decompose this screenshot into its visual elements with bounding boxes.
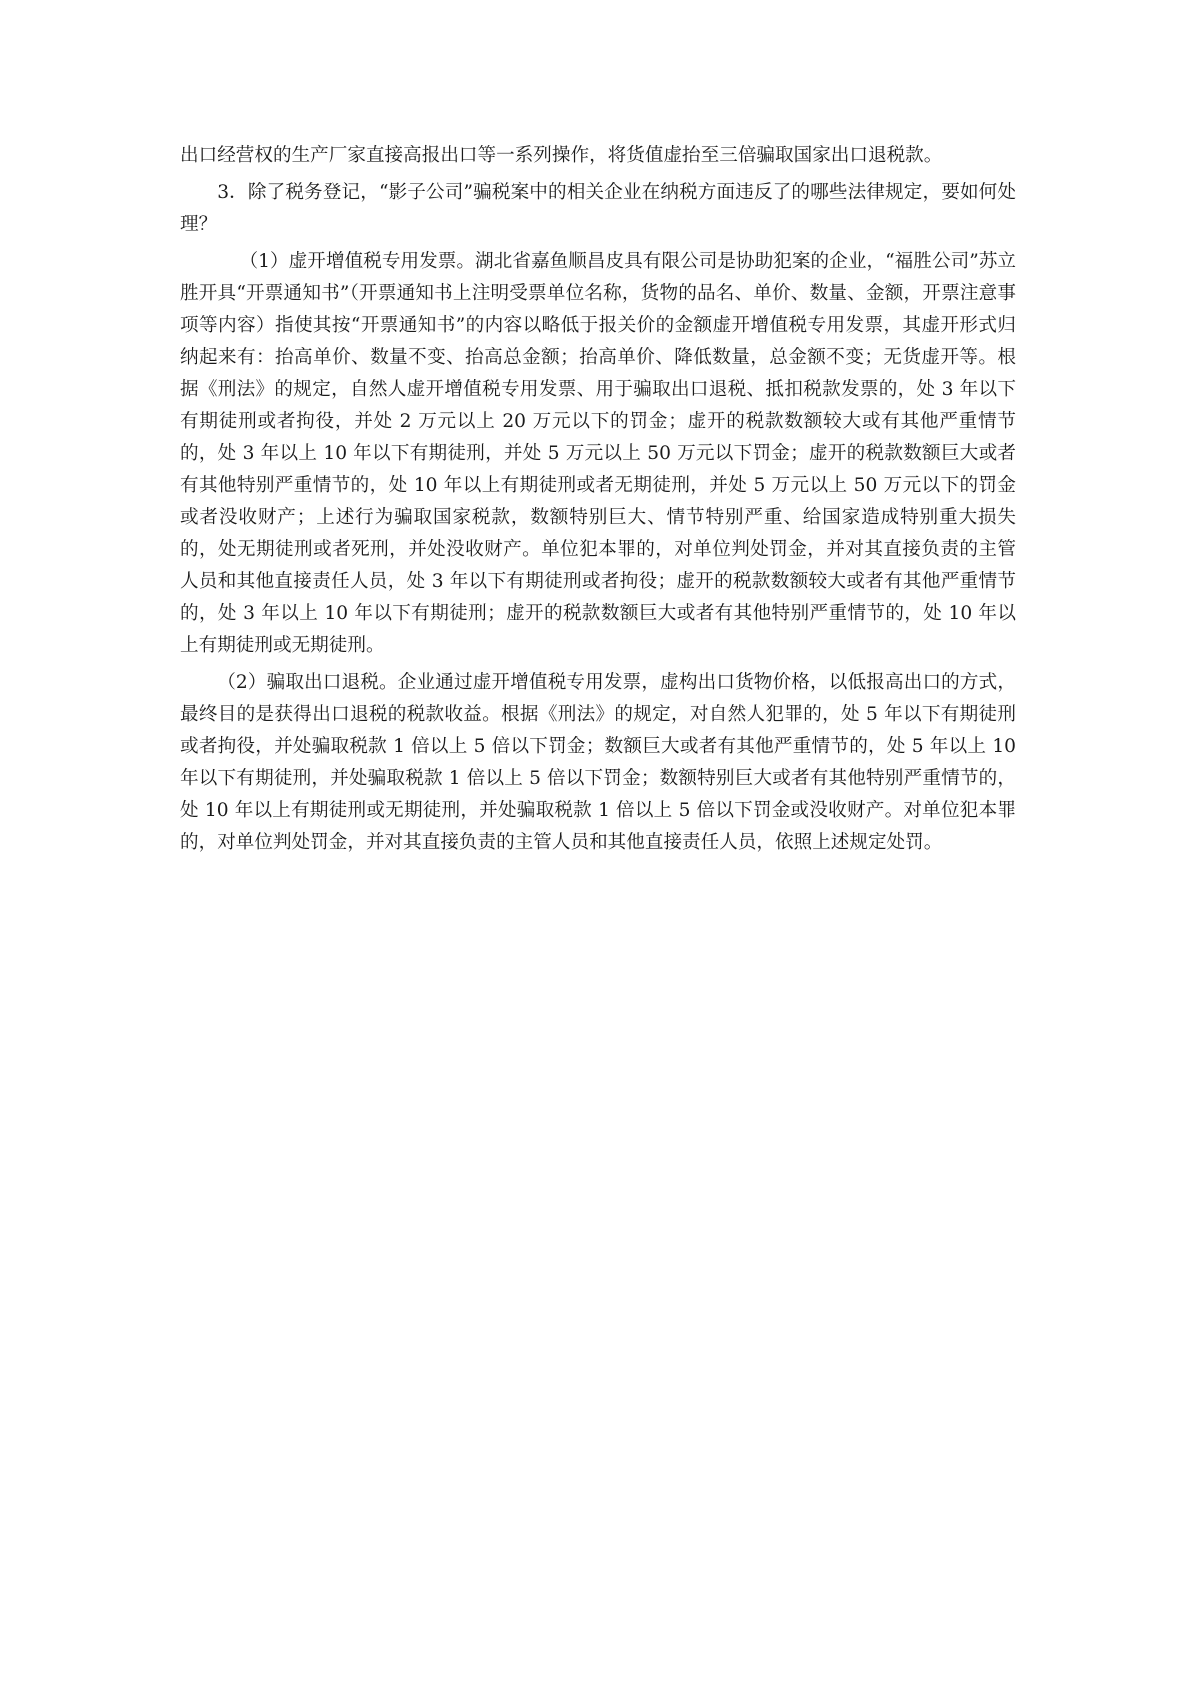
paragraph-item-1: （1）虚开增值税专用发票。湖北省嘉鱼顺昌皮具有限公司是协助犯案的企业，“福胜公司”苏立胜开具“开票通知书”（开票通知书上注明受票单位名称，货物的品名、单价、数量、金额，开票注意事项等内容）指使其按“开票通知书”的内容以略低于报关价的金额虚开增值税专用发票，其虚开形式归纳起来有：抬高单价、数量不变、抬高总金额；抬高单价、降低数量，总金额不变；无货虚开等。根据《刑法》的规定，自然人虚开增值税专用发票、用于骗取出口退税、抵扣税款发票的，处 3 年以下有期徒刑或者拘役，并处 2 万元以上 20 万元以下的罚金；虚开的税款数额较大或有其他严重情节的，处 3 年以上 10 年以下有期徒刑，并处 5 万元以上 50 万元以下罚金；虚开的税款数额巨大或者有其他特别严重情节的，处 10 年以上有期徒刑或者无期徒刑，并处 5 万元以上 50 万元以下的罚金或者没收财产；上述行为骗取国家税款，数额特别巨大、情节特别严重、给国家造成特别重大损失的，处无期徒刑或者死刑，并处没收财产。单位犯本罪的，对单位判处罚金，并对其直接负责的主管人员和其他直接责任人员，处 3 年以下有期徒刑或者拘役；虚开的税款数额较大或者有其他严重情节的，处 3 年以上 10 年以下有期徒刑；虚开的税款数额巨大或者有其他特别严重情节的，处 10 年以上有期徒刑或无期徒刑。	[180, 251, 1016, 656]
paragraph-item-2: （2）骗取出口退税。企业通过虚开增值税专用发票，虚构出口货物价格，以低报高出口的方式，最终目的是获得出口退税的税款收益。根据《刑法》的规定，对自然人犯罪的，处 5 年以下有期徒刑或者拘役，并处骗取税款 1 倍以上 5 倍以下罚金；数额巨大或者有其他严重情节的，处 5 年以上 10 年以下有期徒刑，并处骗取税款 1 倍以上 5 倍以下罚金；数额特别巨大或者有其他特别严重情节的，处 10 年以上有期徒刑或无期徒刑，并处骗取税款 1 倍以上 5 倍以下罚金或没收财产。对单位犯本罪的，对单位判处罚金，并对其直接负责的主管人员和其他直接责任人员，依照上述规定处罚。	[180, 672, 1016, 853]
paragraph-question-3: 3．除了税务登记，“影子公司”骗税案中的相关企业在纳税方面违反了的哪些法律规定，要如何处理？	[180, 182, 1016, 235]
document-page	[180, 140, 1016, 859]
paragraph-continuation: 出口经营权的生产厂家直接高报出口等一系列操作，将货值虚抬至三倍骗取国家出口退税款。	[180, 145, 943, 166]
